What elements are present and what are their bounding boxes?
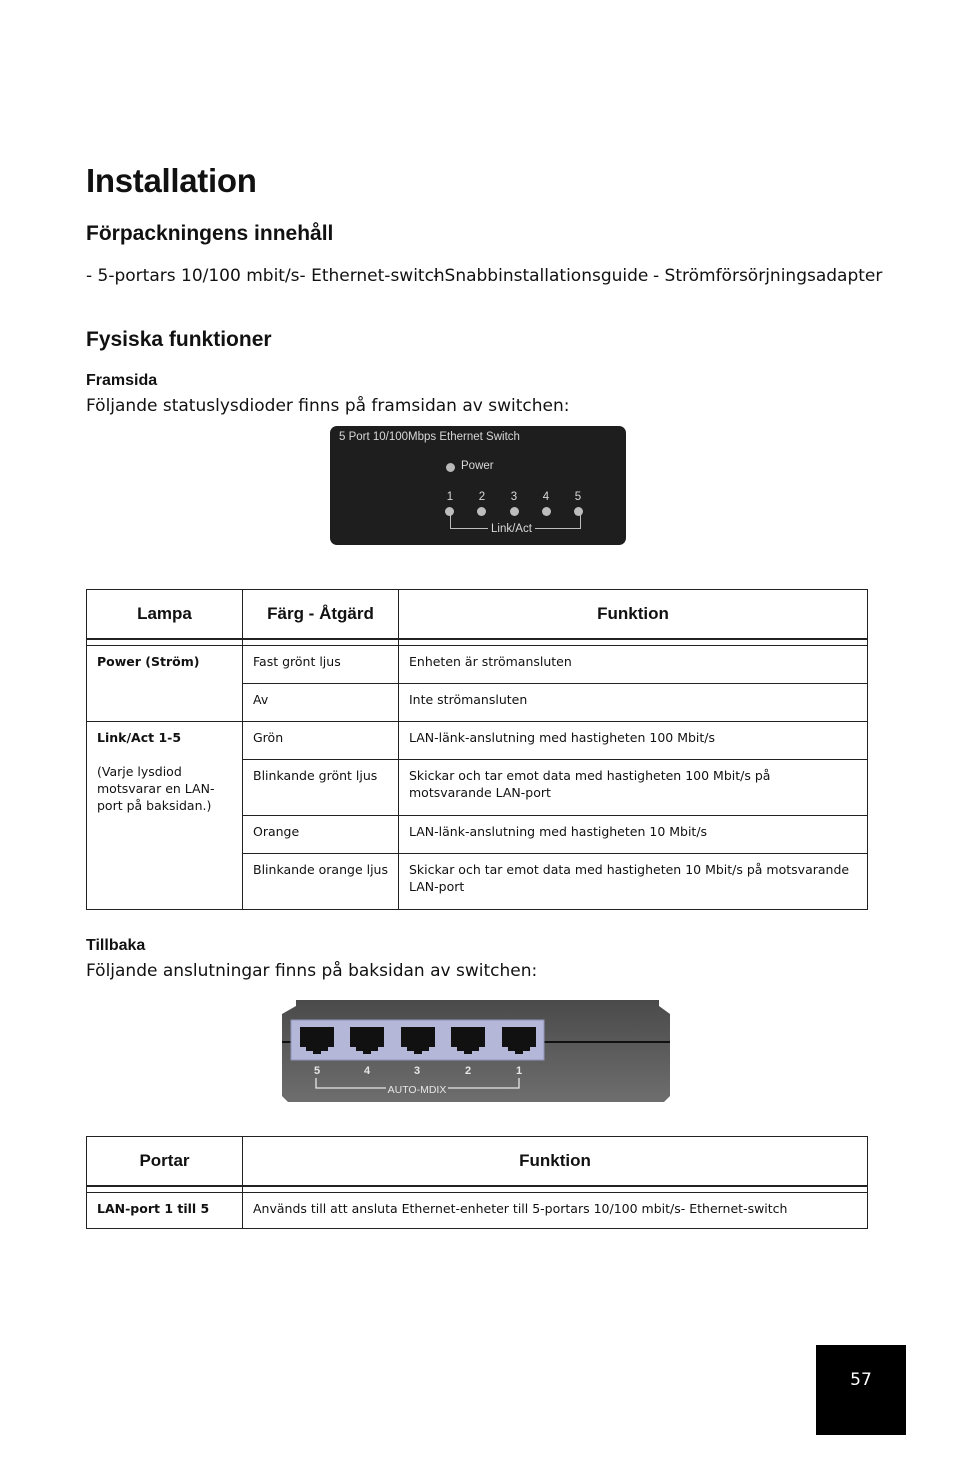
back-port-number-1: 1 [515,1065,523,1077]
port-number-1: 1 [446,491,454,503]
table-cell: Blinkande grönt ljus [243,760,399,816]
package-item-switch: - 5-portars 10/100 mbit/s- Ethernet-switch [86,266,445,286]
front-intro: Följande statuslysdioder finns på framsidan av switchen: [86,396,570,416]
link-led-3 [510,507,519,516]
back-heading: Tillbaka [86,937,146,954]
lamp-link-act [87,722,243,910]
table-cell: Orange [243,816,399,854]
front-panel-illustration [330,426,626,545]
col-header-port-function: Funktion [243,1137,868,1187]
table-cell: LAN-länk-anslutning med hastigheten 100 Mbit/s [399,722,868,760]
table-cell: Enheten är strömansluten [399,646,868,684]
col-header-lamp: Lampa [87,590,243,640]
port-number-2: 2 [478,491,486,503]
port-lan: LAN-port 1 till 5 [87,1193,243,1229]
link-led-5 [574,507,583,516]
lamp-link-act-note: (Varje lysdiod motsvarar en LAN-port på baksidan.) [97,764,215,813]
table-cell: Av [243,684,399,722]
back-panel-illustration [282,1000,670,1102]
link-led-2 [477,507,486,516]
table-cell: Skickar och tar emot data med hastigheten 100 Mbit/s på motsvarande LAN-port [399,760,868,816]
page-number-box [816,1345,906,1435]
table-cell: Blinkande orange ljus [243,854,399,910]
col-header-ports: Portar [87,1137,243,1187]
table-cell: Fast grönt ljus [243,646,399,684]
table-cell: Skickar och tar emot data med hastigheten 10 Mbit/s på motsvarande LAN-port [399,854,868,910]
table-cell: Grön [243,722,399,760]
physical-heading: Fysiska funktioner [86,328,272,351]
led-table [86,589,868,910]
power-led [446,463,455,472]
back-port-number-4: 4 [363,1065,371,1077]
table-cell: Används till att ansluta Ethernet-enheter till 5-portars 10/100 mbit/s- Ethernet-switch [243,1193,868,1229]
page-number: 57 [850,1370,872,1390]
port-table [86,1136,868,1229]
front-panel-title: 5 Port 10/100Mbps Ethernet Switch [339,431,520,443]
port-number-5: 5 [574,491,582,503]
table-cell: LAN-länk-anslutning med hastigheten 10 Mbit/s [399,816,868,854]
col-header-function: Funktion [399,590,868,640]
lamp-link-act-label: Link/Act 1-5 [97,730,182,745]
back-port-number-3: 3 [413,1065,421,1077]
front-heading: Framsida [86,372,158,389]
back-port-number-2: 2 [464,1065,472,1077]
power-led-label: Power [461,460,494,472]
back-port-number-5: 5 [313,1065,321,1077]
link-led-4 [542,507,551,516]
link-act-label: Link/Act [488,523,535,535]
package-heading: Förpackningens innehåll [86,222,334,245]
package-item-guide: - Snabbinstallationsguide [433,266,649,286]
auto-mdix-label: AUTO-MDIX [387,1084,447,1096]
link-led-1 [445,507,454,516]
back-intro: Följande anslutningar finns på baksidan av switchen: [86,961,538,981]
package-item-adapter: - Strömförsörjningsadapter [653,266,883,286]
page-title: Installation [86,162,257,199]
lamp-power: Power (Ström) [87,646,243,722]
table-cell: Inte strömansluten [399,684,868,722]
col-header-color: Färg - Åtgärd [243,590,399,640]
port-number-3: 3 [510,491,518,503]
port-number-4: 4 [542,491,550,503]
